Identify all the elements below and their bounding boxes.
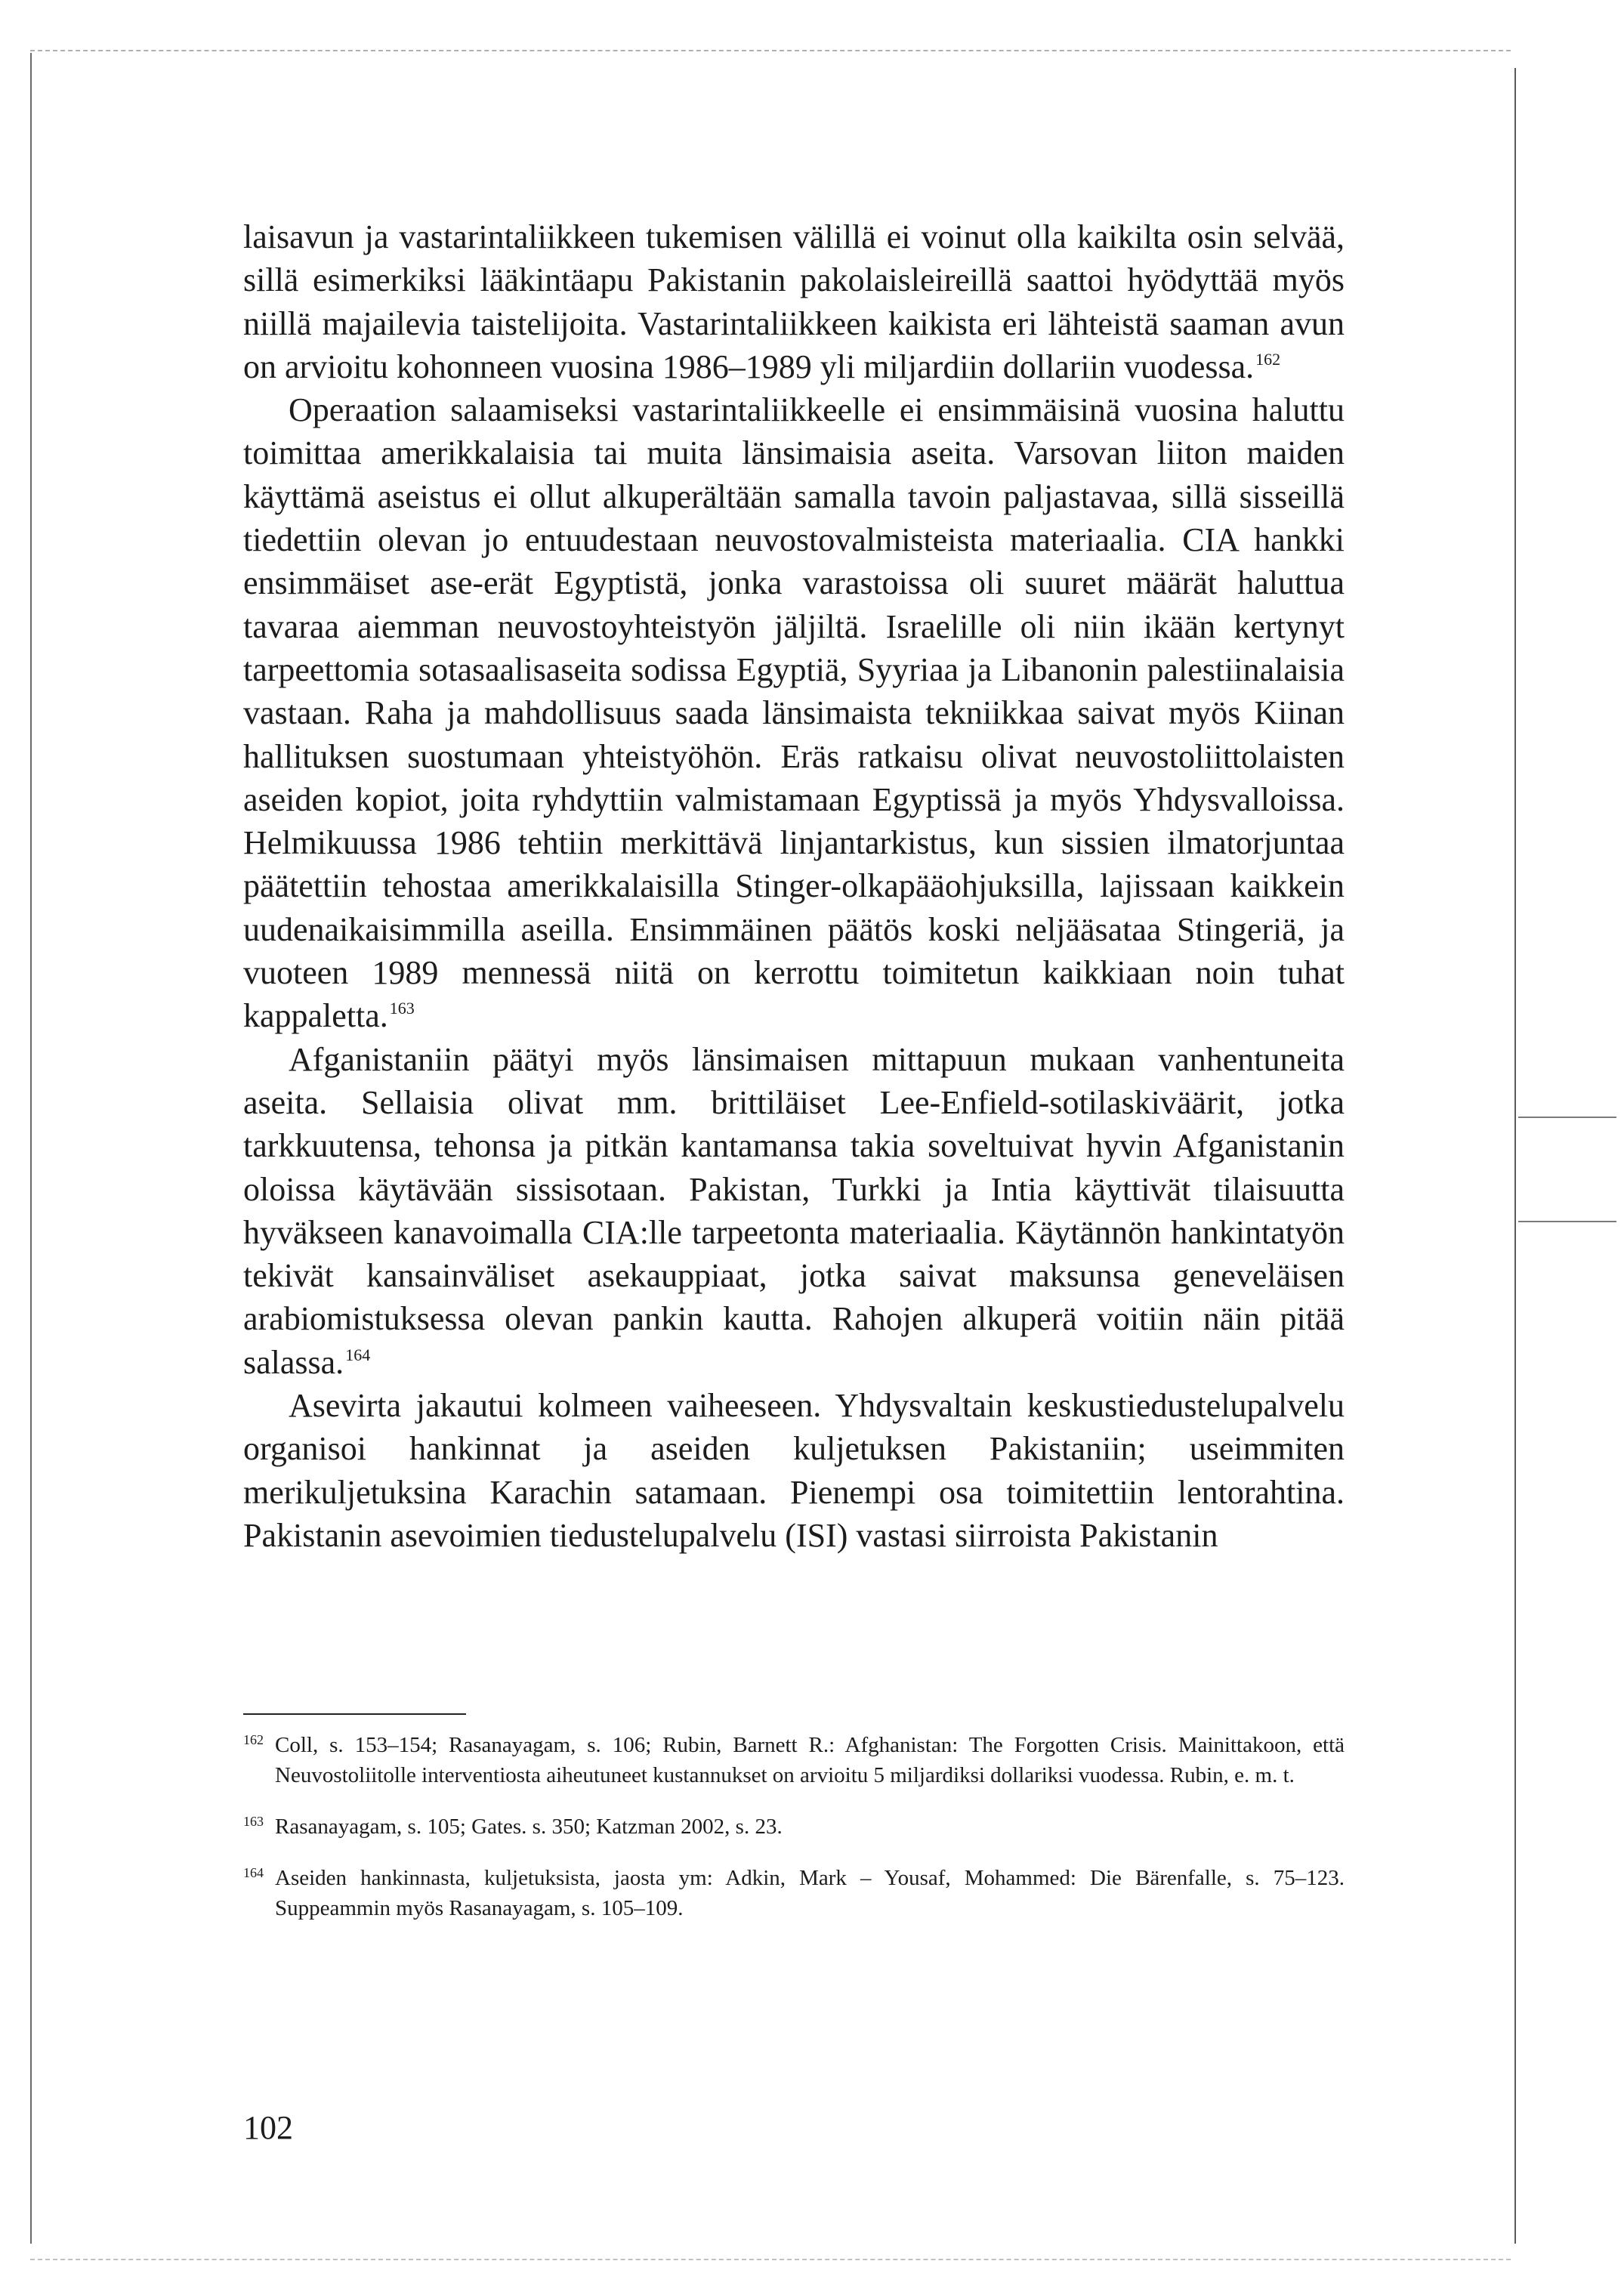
- footnote-number: 163: [243, 1814, 264, 1829]
- footnote-text: Coll, s. 153–154; Rasanayagam, s. 106; Rubin, Barnett R.: Afghanistan: The Forgotten Crisis. Mainittakoon, että Neuvostoliitolle interventiosta aiheutuneet kustannukset on arvioitu 5 miljardiksi dollariksi vuodessa. Rubin, e. m. t.: [275, 1733, 1345, 1787]
- paragraph: [243, 1384, 1345, 1557]
- page-number: 102: [243, 2109, 293, 2146]
- scan-edge-top: [30, 50, 1511, 51]
- paragraph: [243, 215, 1345, 388]
- footnote-ref[interactable]: 162: [1255, 349, 1281, 369]
- margin-mark: [1518, 1221, 1616, 1222]
- paragraph-text: Operaation salaamiseksi vastarintaliikkeelle ei ensimmäisinä vuosina haluttu toimittaa amerikkalaisia tai muita länsimaisia aseita. Varsovan liiton maiden käyttämä aseistus ei ollut alkuperältään samalla tavoin paljastavaa, sillä sisseillä tiedettiin olevan jo entuudestaan neuvostovalmisteista materiaalia. CIA hankki ensimmäiset ase-erät Egyptistä, jonka varastoissa oli suuret määrät haluttua tavaraa aiemman neuvostoyhteistyön jäljiltä. Israelille oli niin ikään kertynyt tarpeettomia sotasaalisaseita sodissa Egyptiä, Syyriaa ja Libanonin palestiinalaisia vastaan. Raha ja mahdollisuus saada länsimaista tekniikkaa saivat myös Kiinan hallituksen suostumaan yhteistyöhön. Eräs ratkaisu olivat neuvostoliittolaisten aseiden kopiot, joita ryhdyttiin valmistamaan Egyptissä ja myös Yhdysvalloissa. Helmikuussa 1986 tehtiin merkittävä linjantarkistus, kun sissien ilmatorjuntaa päätettiin tehostaa amerikkalaisilla Stinger-olkapääohjuksilla, lajissaan kaikkein uudenaikaisimmilla aseilla. Ensimmäinen päätös koski neljääsataa Stingeriä, ja vuoteen 1989 mennessä niitä on kerrottu toimitetun kaikkiaan noin tuhat kappaletta.: [243, 391, 1345, 1035]
- paragraph-text: Asevirta jakautui kolmeen vaiheeseen. Yhdysvaltain keskustiedustelupalvelu organisoi hankinnat ja aseiden kuljetuksen Pakistaniin; useimmiten merikuljetuksina Karachin satamaan. Pienempi osa toimitettiin lentorahtina. Pakistanin asevoimien tiedustelupalvelu (ISI) vastasi siirroista Pakistanin: [243, 1387, 1345, 1554]
- footnote: [243, 1863, 1345, 1923]
- paragraph: [243, 388, 1345, 1037]
- footnote-number: 164: [243, 1865, 264, 1880]
- scan-edge-left: [30, 53, 32, 2244]
- footnote-divider: [243, 1713, 466, 1715]
- footnote-text: Rasanayagam, s. 105; Gates. s. 350; Katzman 2002, s. 23.: [275, 1815, 783, 1839]
- footnote-text: Aseiden hankinnasta, kuljetuksista, jaosta ym: Adkin, Mark – Yousaf, Mohammed: Die Bärenfalle, s. 75–123. Suppeammin myös Rasanayagam, s. 105–109.: [275, 1866, 1345, 1920]
- footnote-ref[interactable]: 163: [389, 999, 415, 1018]
- margin-mark: [1518, 1117, 1616, 1118]
- footnote-ref[interactable]: 164: [345, 1345, 371, 1364]
- footnote: [243, 1812, 1345, 1842]
- body-text: [243, 215, 1345, 1557]
- paragraph-text: laisavun ja vastarintaliikkeen tukemisen välillä ei voinut olla kaikilta osin selvää, sillä esimerkiksi lääkintäapu Pakistanin pakolaisleireillä saattoi hyödyttää myös niillä majailevia taistelijoita. Vastarintaliikkeen kaikista eri lähteistä saaman avun on arvioitu kohonneen vuosina 1986–1989 yli miljardiin dollariin vuodessa.: [243, 218, 1345, 385]
- scan-edge-bottom: [30, 2259, 1511, 2260]
- paragraph-text: Afganistaniin päätyi myös länsimaisen mittapuun mukaan vanhentuneita aseita. Sellaisia olivat mm. brittiläiset Lee-Enfield-sotilaskiväärit, jotka tarkkuutensa, tehonsa ja pitkän kantamansa takia soveltuivat hyvin Afganistanin oloissa käytävään sissisotaan. Pakistan, Turkki ja Intia käyttivät tilaisuutta hyväkseen kanavoimalla CIA:lle tarpeetonta materiaalia. Käytännön hankintatyön tekivät kansainväliset asekauppiaat, jotka saivat maksunsa geneveläisen arabiomistuksessa olevan pankin kautta. Rahojen alkuperä voitiin näin pitää salassa.: [243, 1040, 1345, 1381]
- footnotes: [243, 1730, 1345, 1944]
- footnote-number: 162: [243, 1732, 264, 1747]
- scan-edge-right: [1514, 68, 1516, 2244]
- footnote: [243, 1730, 1345, 1790]
- paragraph: [243, 1038, 1345, 1384]
